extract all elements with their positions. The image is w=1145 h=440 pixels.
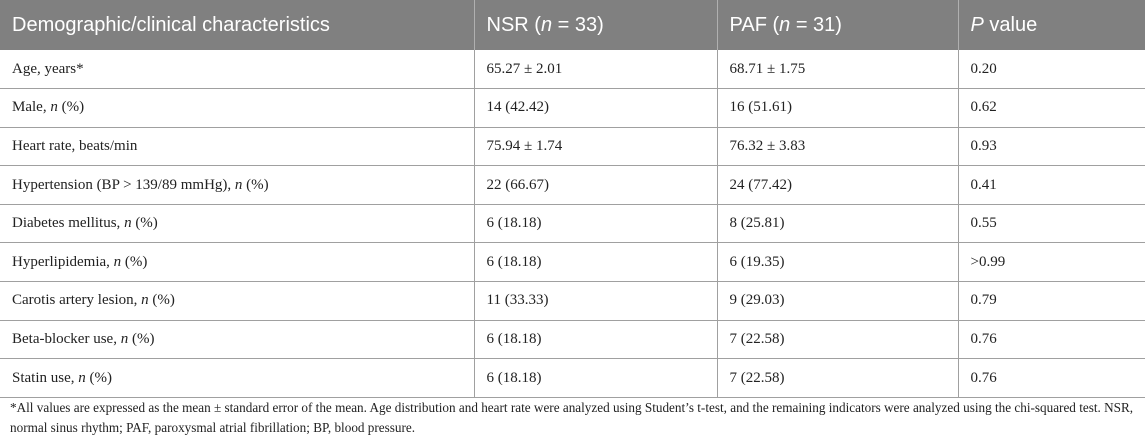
row-label: Statin use, n (%) [0,359,474,398]
paf-value: 76.32 ± 3.83 [717,127,958,166]
paf-value: 68.71 ± 1.75 [717,50,958,89]
table-row [0,320,1145,359]
p-value: >0.99 [958,243,1145,282]
table-row [0,89,1145,128]
paf-value: 6 (19.35) [717,243,958,282]
p-value: 0.41 [958,166,1145,205]
p-value: 0.55 [958,204,1145,243]
header-nsr: NSR (n = 33) [474,0,717,50]
table-footnote: *All values are expressed as the mean ± standard error of the mean. Age distribution and heart rate were analyzed using Student’s t-test, and the remaining indicators were analyzed using the chi-squared test. NSR, normal sinus rhythm; PAF, paroxysmal atrial fibrillation; BP, blood pressure. [10,400,1134,435]
row-label: Beta-blocker use, n (%) [0,320,474,359]
nsr-value: 75.94 ± 1.74 [474,127,717,166]
paf-value: 8 (25.81) [717,204,958,243]
row-label: Male, n (%) [0,89,474,128]
paf-value: 16 (51.61) [717,89,958,128]
header-characteristics: Demographic/clinical characteristics [12,13,330,36]
header-p-value: P value [958,0,1145,50]
row-label: Carotis artery lesion, n (%) [0,282,474,321]
table-row [0,243,1145,282]
paf-value: 24 (77.42) [717,166,958,205]
table-row [0,282,1145,321]
table-row [0,166,1145,205]
row-label: Hypertension (BP > 139/89 mmHg), n (%) [0,166,474,205]
p-value: 0.76 [958,320,1145,359]
p-value: 0.62 [958,89,1145,128]
table-row [0,127,1145,166]
nsr-value: 11 (33.33) [474,282,717,321]
table-row [0,50,1145,89]
nsr-value: 6 (18.18) [474,320,717,359]
nsr-value: 6 (18.18) [474,243,717,282]
paf-value: 7 (22.58) [717,320,958,359]
table-header-row [0,0,1145,50]
table-row [0,359,1145,398]
row-label: Heart rate, beats/min [0,127,474,166]
paf-value: 7 (22.58) [717,359,958,398]
nsr-value: 22 (66.67) [474,166,717,205]
paf-value: 9 (29.03) [717,282,958,321]
p-value: 0.79 [958,282,1145,321]
nsr-value: 65.27 ± 2.01 [474,50,717,89]
row-label: Age, years* [0,50,474,89]
p-value: 0.20 [958,50,1145,89]
nsr-value: 6 (18.18) [474,359,717,398]
p-value: 0.76 [958,359,1145,398]
row-label: Hyperlipidemia, n (%) [0,243,474,282]
nsr-value: 6 (18.18) [474,204,717,243]
header-paf: PAF (n = 31) [717,0,958,50]
nsr-value: 14 (42.42) [474,89,717,128]
table-row [0,204,1145,243]
row-label: Diabetes mellitus, n (%) [0,204,474,243]
p-value: 0.93 [958,127,1145,166]
